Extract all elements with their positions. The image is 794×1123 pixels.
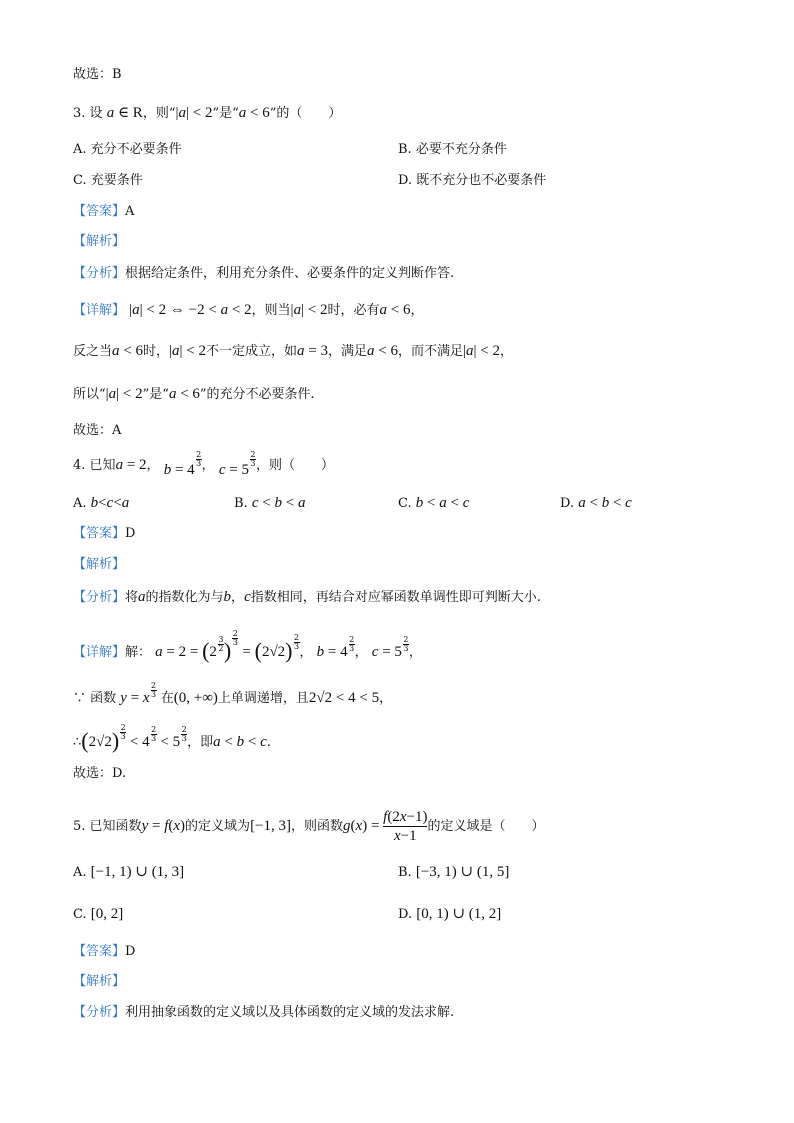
answer-value: D xyxy=(125,526,136,541)
text: 根据给定条件，利用充分条件、必要条件的定义判断作答. xyxy=(125,266,455,281)
option-label: A. xyxy=(73,496,87,511)
text: 上单调递增，且 xyxy=(217,691,309,706)
text: ”的充分不必要条件. xyxy=(199,387,315,402)
option-c: C. b < a < c xyxy=(398,495,470,511)
text: 利用抽象函数的定义域以及具体函数的定义域的发法求解. xyxy=(125,1005,455,1020)
text: ，则（ ） xyxy=(255,458,334,473)
text: ， xyxy=(354,645,368,660)
option-label: D. xyxy=(560,496,575,511)
text: ， xyxy=(299,645,313,660)
question-number: 3. xyxy=(73,106,86,121)
text: 在 xyxy=(160,691,174,706)
text: 的指数化为与 xyxy=(145,590,224,605)
option-label: B. xyxy=(234,496,248,511)
text: ∴ xyxy=(73,735,82,750)
option-label: B. xyxy=(398,865,412,880)
text: . xyxy=(266,735,271,750)
xiangjie-4-line2: ∵ 函数 y = x $\frac{2}{3}$ 在(0, +∞)上单调递增，且2√2 < 4 < 5， xyxy=(73,681,393,706)
text: 时，必有 xyxy=(327,303,380,318)
answer-label: 【答案】 xyxy=(73,944,126,959)
answer-3 xyxy=(73,202,134,222)
text-line: 故选：A xyxy=(73,423,122,438)
text: 的定义域是（ ） xyxy=(427,819,545,834)
text: ，满足 xyxy=(327,344,367,359)
fenxi-label: 【分析】 xyxy=(73,266,126,281)
answer-label: 【答案】 xyxy=(73,526,126,541)
xiangjie-4-line1: 【详解】解： a = 2 = (2 $\frac{3}{2}$ ) $\frac{2}{3}$ = (2√2) $\frac{2}{3}$ ， b = 4 $\frac{2}{3}$ ， c = 5 $\frac{2}{3}$ ， xyxy=(73,629,422,663)
text: 将 xyxy=(125,590,139,605)
text: 反之当 xyxy=(73,344,113,359)
option-c: C. 充要条件 xyxy=(73,173,143,188)
xiangjie-3-line2: 反之当a < 6时，|a| < 2不一定成立，如a = 3，满足a < 6，而不满足|a| < 2， xyxy=(73,343,513,359)
question-number: 5. xyxy=(73,819,86,834)
option-label: C. xyxy=(73,907,87,922)
option-d: D. 既不充分也不必要条件 xyxy=(398,173,547,188)
text: ，则当 xyxy=(251,303,291,318)
answer-label: 【答案】 xyxy=(73,204,126,219)
fenxi-4: 【分析】将a的指数化为与b，c指数相同，再结合对应幂函数单调性即可判断大小. xyxy=(73,589,541,605)
option-b: B. [−3, 1) ∪ (1, 5] xyxy=(398,864,510,880)
text: ， xyxy=(408,645,422,660)
xiangjie-4-line3: ∴(2√2) $\frac{2}{3}$ < 4 $\frac{2}{3}$ < 5 $\frac{2}{3}$ ，即a < b < c. xyxy=(73,723,271,753)
text: ∵ 函数 xyxy=(73,691,117,706)
question-3: 3. 设 a ∈ R，则“|a| < 2”是“a < 6”的（ ） xyxy=(73,105,342,121)
text: 所以“ xyxy=(73,387,106,402)
question-number: 4. xyxy=(73,458,86,473)
text: 解： xyxy=(125,645,152,660)
fenxi-3 xyxy=(73,264,454,284)
text: ，则“ xyxy=(142,106,176,121)
text: ， xyxy=(499,344,513,359)
text-line: 故选：B xyxy=(73,67,122,82)
answer-value: D xyxy=(125,944,136,959)
option-b: B. c < b < a xyxy=(234,495,306,511)
text: ，即 xyxy=(187,735,214,750)
text: 指数相同，再结合对应幂函数单调性即可判断大小. xyxy=(250,590,541,605)
answer-5 xyxy=(73,942,135,962)
text: ， xyxy=(379,691,393,706)
text: 设 xyxy=(89,106,103,121)
analysis-label: 【解析】 xyxy=(73,974,126,989)
text: ， xyxy=(231,590,245,605)
xiangjie-label: 【详解】 xyxy=(73,645,126,660)
text: ， xyxy=(146,458,160,473)
option-label: D. xyxy=(398,907,413,922)
question-5: 5. 已知函数y = f(x)的定义域为[−1, 3]，则函数g(x) = $\frac{f(2x-1)}{x-1}$ 的定义域是（ ） xyxy=(73,809,545,844)
text: 的定义域为 xyxy=(185,819,251,834)
text: ”是“ xyxy=(142,387,169,402)
text: ”的（ ） xyxy=(269,106,342,121)
option-a: A. 充分不必要条件 xyxy=(73,142,182,157)
xiangjie-label: 【详解】 xyxy=(73,303,126,318)
fenxi-label: 【分析】 xyxy=(73,590,126,605)
option-label: A. xyxy=(73,865,87,880)
text: 不一定成立，如 xyxy=(205,344,297,359)
fenxi-5 xyxy=(73,1003,454,1023)
text: 已知函数 xyxy=(89,819,142,834)
option-a: A. b<c<a xyxy=(73,495,130,511)
xiangjie-3-line1: 【详解】 |a| < 2 ⇔ −2 < a < 2，则当|a| < 2时，必有a < 6， xyxy=(73,302,424,318)
analysis-label: 【解析】 xyxy=(73,557,126,572)
text-line: 故选：D. xyxy=(73,766,127,781)
answer-4 xyxy=(73,524,135,544)
text: ，则函数 xyxy=(291,819,344,834)
text: 已知 xyxy=(89,458,116,473)
option-d: D. a < b < c xyxy=(560,495,632,511)
text: ， xyxy=(201,458,215,473)
option-b: B. 必要不充分条件 xyxy=(398,142,507,157)
option-a: A. [−1, 1) ∪ (1, 3] xyxy=(73,864,185,880)
text: ，而不满足 xyxy=(397,344,463,359)
analysis-label: 【解析】 xyxy=(73,234,126,249)
option-d: D. [0, 1) ∪ (1, 2] xyxy=(398,906,502,922)
text: ”是“ xyxy=(212,106,239,121)
question-4: 4. 已知a = 2， b = 4 $\frac{2}{3}$ ， c = 5 $\frac{2}{3}$ ，则（ ） xyxy=(73,450,334,478)
answer-value: A xyxy=(125,204,135,219)
text: ， xyxy=(410,303,424,318)
fenxi-label: 【分析】 xyxy=(73,1005,126,1020)
option-c: C. [0, 2] xyxy=(73,906,124,922)
xiangjie-3-line3: 所以“|a| < 2”是“a < 6”的充分不必要条件. xyxy=(73,386,315,402)
option-label: C. xyxy=(398,496,412,511)
text: 时， xyxy=(142,344,169,359)
